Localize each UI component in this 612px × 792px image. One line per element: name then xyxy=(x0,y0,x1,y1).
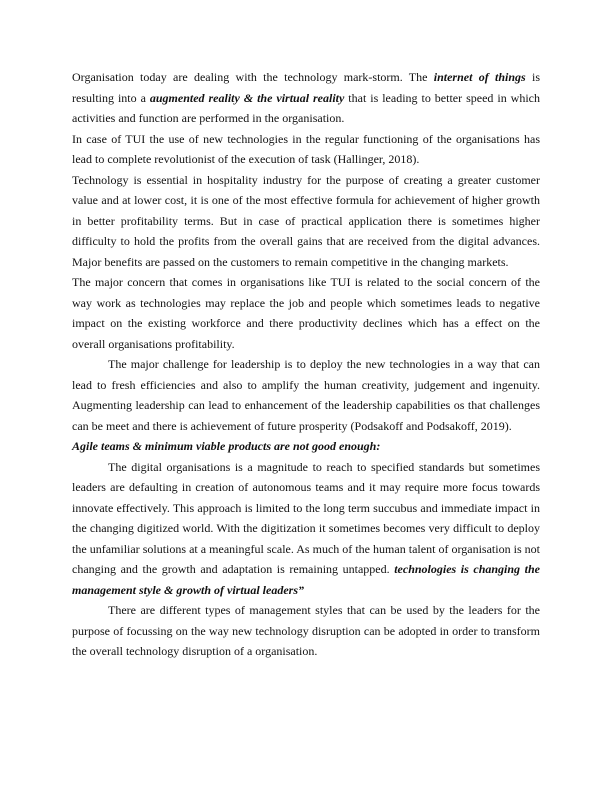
paragraph-social-concern: The major concern that comes in organisations like TUI is related to the social concern of the way work as technologies may replace the job and people which sometimes leads to negative impact on the existing workforce and there productivity declines which has a effect on the overall organisations profitability. xyxy=(72,275,540,351)
emphasis-augmented-reality: augmented reality & the virtual reality xyxy=(149,90,345,105)
emphasis-management-style: technologies is changing the management style & growth of virtual leaders” xyxy=(72,562,540,597)
paragraph-iot xyxy=(72,67,540,129)
paragraph-tui-technologies: In case of TUI the use of new technologies in the regular functioning of the organisations has lead to complete revolutionist of the execution of task (Hallinger, 2018). xyxy=(72,131,540,166)
emphasis-internet-of-things: internet of things xyxy=(433,70,526,84)
paragraph-management-styles: There are different types of management styles that can be used by the leaders for the purpose of focussing on the way new technology disruption can be adopted in order to transform the overall technology disruption of a organisation. xyxy=(72,603,540,658)
paragraph-text: is resulting into a xyxy=(72,70,540,105)
paragraph-text: The digital organisations is a magnitude to reach to specified standards but sometimes leaders are defaulting in creation of autonomous teams and it may require more focus towards innovate effectively. This approach is limited to the long term succubus and immediate impact in the changing digitized world. With the digitization it sometimes becomes very difficult to deploy the unfamiliar solutions at a meaningful scale. As much of the human talent of organisation is not changing and the growth and adaptation is remaining untapped. xyxy=(72,459,540,576)
paragraph-text: Organisation today are dealing with the technology mark-storm. The xyxy=(72,70,434,84)
paragraph-leadership-challenge: The major challenge for leadership is to deploy the new technologies in a way that can lead to fresh efficiencies and also to amplify the human creativity, judgement and ingenuity. Augmenting leadership can lead to enhancement of the leadership capabilities os that challenges can be meet and there is achievement of future prosperity (Podsakoff and Podsakoff, 2019). xyxy=(72,357,540,433)
section-heading-agile-teams: Agile teams & minimum viable products are not good enough: xyxy=(72,439,381,453)
paragraph-digital-organisations xyxy=(72,457,540,601)
paragraph-hospitality: Technology is essential in hospitality industry for the purpose of creating a greater customer value and at lower cost, it is one of the most effective formula for achievement of higher growth in better profitability terms. But in case of practical application there is sometimes higher difficulty to hold the profits from the overall gains that are received from the digital advances. Major benefits are passed on the customers to remain competitive in the changing markets. xyxy=(72,172,540,269)
document-page xyxy=(72,67,540,662)
paragraph-text: that is leading to better speed in which activities and function are performed in the organisation. xyxy=(72,90,540,125)
